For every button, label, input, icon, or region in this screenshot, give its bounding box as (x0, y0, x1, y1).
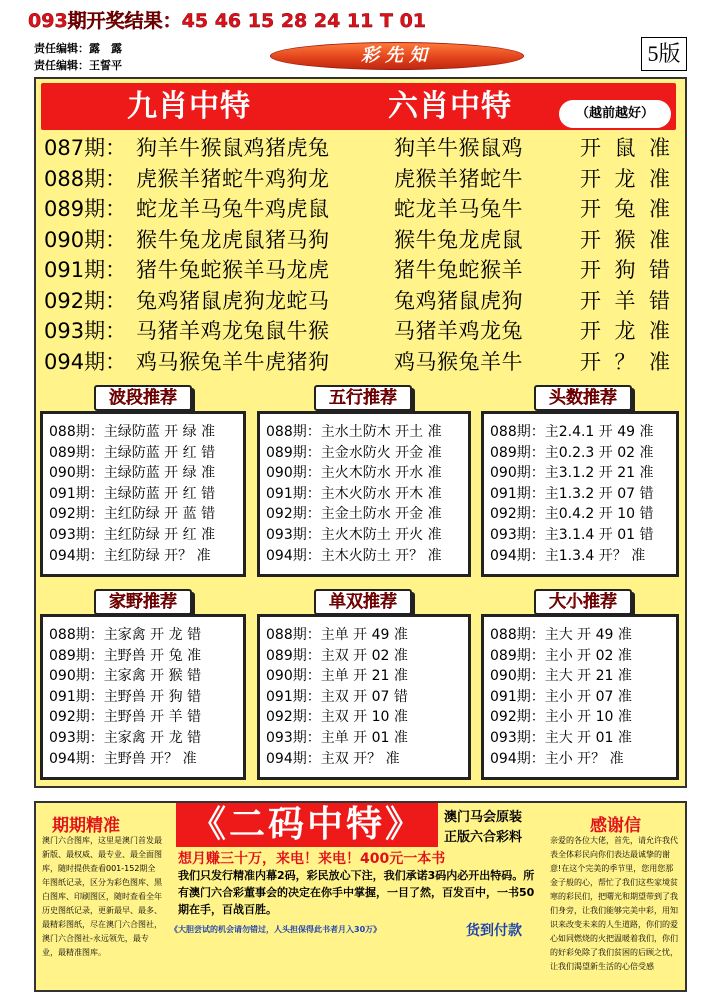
row-nine-zodiac: 兔鸡猪鼠虎狗龙蛇马 (136, 288, 330, 313)
prediction-row (44, 254, 674, 286)
section-line: 088期：主2.4.1 开 49 准 (490, 424, 654, 440)
row-six-zodiac: 蛇龙羊马兔牛 (394, 197, 523, 221)
section-line: 090期：主单 开 21 准 (266, 668, 408, 685)
prediction-row (44, 132, 674, 164)
section-line: 092期：主红防绿 开 蓝 错 (49, 506, 216, 523)
row-nine-zodiac: 猴牛兔龙虎鼠猪马狗 (136, 227, 330, 252)
row-open-label: 开 (580, 227, 601, 252)
footer-main-title: 《二码中特》 (176, 803, 438, 847)
section-line: 094期：主1.3.4 开？ 准 (490, 547, 646, 564)
row-open-zodiac: 羊 (614, 288, 636, 313)
section-title-bo: 波段推荐 (94, 385, 192, 411)
section-title-dx: 大小推荐 (534, 589, 632, 615)
row-period: 090期： (44, 227, 127, 252)
section-line: 093期：主火木防土 开火 准 (266, 527, 442, 543)
section-line: 091期：主木火防水 开木 准 (266, 485, 442, 502)
editor-line-2: 责任编辑：王誓平 (34, 59, 122, 72)
row-result (580, 315, 670, 347)
prediction-row (44, 193, 674, 225)
section-line: 091期：主野兽 开 狗 错 (49, 688, 202, 705)
row-period: 094期： (44, 349, 127, 374)
section-title-jy: 家野推荐 (94, 589, 192, 615)
section-line: 089期：主金水防火 开金 准 (266, 444, 442, 461)
section-line: 092期：主0.4.2 开 10 错 (490, 506, 654, 523)
row-period: 089期： (44, 197, 127, 221)
row-nine-zodiac: 鸡马猴兔羊牛虎猪狗 (136, 349, 330, 374)
section-line: 091期：主小 开 07 准 (490, 688, 632, 705)
row-open-label: 开 (580, 319, 601, 343)
row-nine-zodiac: 蛇龙羊马兔牛鸡虎鼠 (136, 197, 330, 221)
row-verdict: 准 (649, 166, 670, 191)
section-line: 093期：主大 开 01 准 (490, 730, 632, 746)
row-six-zodiac: 虎猴羊猪蛇牛 (394, 166, 523, 191)
section-line: 092期：主小 开 10 准 (490, 709, 632, 726)
section-line: 090期：主3.1.2 开 21 准 (490, 465, 654, 482)
row-result (580, 163, 670, 195)
footer-cod: 货到付款 (466, 923, 522, 939)
section-line: 093期：主3.1.4 开 01 错 (490, 527, 654, 543)
prediction-row (44, 163, 674, 195)
section-line: 089期：主双 开 02 准 (266, 647, 408, 664)
prediction-row (44, 285, 674, 317)
brand-logo-text: 彩先知 (361, 45, 433, 66)
section-line: 088期：主单 开 49 准 (266, 627, 408, 643)
section-line: 088期：主水土防木 开土 准 (266, 424, 442, 440)
row-period: 091期： (44, 258, 127, 282)
row-verdict: 准 (649, 136, 670, 160)
row-nine-zodiac: 虎猴羊猪蛇牛鸡狗龙 (136, 166, 330, 191)
section-line: 090期：主大 开 21 准 (490, 668, 632, 685)
footer-body: 我们只发行精准内幕2码，彩民放心下注，我们承诺3码内必开出特码。所有澳门六合彩董事会的决定在你手中掌握，一目了然，百发百中，一书50期在手，百战百胜。 (178, 869, 535, 916)
footer-left-title: 期期精准 (52, 816, 120, 836)
row-verdict: 准 (649, 319, 670, 343)
footer-sub-1: 澳门马会原装 (444, 810, 523, 825)
section-line: 093期：主单 开 01 准 (266, 730, 408, 746)
row-open-label: 开 (580, 349, 601, 374)
section-line: 094期：主双 开？ 准 (266, 750, 400, 767)
row-verdict: 准 (649, 227, 670, 252)
section-line: 089期：主野兽 开 兔 准 (49, 647, 202, 664)
section-line: 088期：主绿防蓝 开 绿 准 (49, 424, 216, 440)
section-line: 094期：主红防绿 开？ 准 (49, 547, 211, 564)
section-line: 090期：主绿防蓝 开 绿 准 (49, 465, 216, 482)
row-result (580, 285, 670, 317)
row-open-label: 开 (580, 136, 601, 160)
section-line: 089期：主绿防蓝 开 红 错 (49, 444, 216, 461)
box-ds (257, 614, 471, 780)
footer-slogan: 想月赚三十万，来电！来电！400元一本书 (178, 851, 446, 867)
section-line: 089期：主小 开 02 准 (490, 647, 632, 664)
prediction-row (44, 346, 674, 378)
row-result (580, 132, 670, 164)
prediction-row (44, 315, 674, 347)
row-verdict: 准 (649, 349, 670, 374)
section-line: 094期：主野兽 开？ 准 (49, 750, 197, 767)
box-dx (481, 614, 679, 780)
row-period: 088期： (44, 166, 127, 191)
row-result (580, 224, 670, 256)
section-line: 094期：主小 开？ 准 (490, 750, 624, 767)
row-six-zodiac: 猴牛兔龙虎鼠 (394, 227, 523, 252)
row-verdict: 准 (649, 197, 670, 221)
section-line: 089期：主0.2.3 开 02 准 (490, 444, 654, 461)
box-bo (40, 411, 246, 577)
section-line: 092期：主双 开 10 准 (266, 709, 408, 726)
row-nine-zodiac: 猪牛兔蛇猴羊马龙虎 (136, 258, 330, 282)
footer-right-text: 亲爱的各位大佬，首先，请允许我代表全体彩民向你们表达最诚挚的谢意!在这个完美的季节里，您用您那金子般的心，帮忙了我们这些家境贫寒的彩民们，把曙光和期望带到了我们身旁，让我们能够完美中彩，用知识来改变未来的人生道路，你们的爱心如同燃烧的火把温暖着我们，你们的好彩免除了我们贫困的后顾之忧，让我们渴望新生活的心倍受感 (550, 836, 678, 971)
row-open-zodiac: 猴 (614, 227, 636, 252)
row-open-label: 开 (580, 197, 601, 221)
row-six-zodiac: 鸡马猴兔羊牛 (394, 349, 523, 374)
draw-result-headline: 093期开奖结果：45 46 15 28 24 11 T 01 (28, 10, 427, 32)
row-open-label: 开 (580, 288, 601, 313)
row-period: 087期： (44, 136, 127, 160)
edition-badge: 5版 (641, 37, 687, 71)
section-line: 090期：主家禽 开 猴 错 (49, 668, 202, 685)
row-verdict: 错 (649, 288, 670, 313)
box-ts (481, 411, 679, 577)
footer-right-title: 感谢信 (590, 816, 641, 836)
section-line: 091期：主绿防蓝 开 红 错 (49, 485, 216, 502)
row-six-zodiac: 狗羊牛猴鼠鸡 (394, 136, 523, 160)
row-period: 093期： (44, 319, 127, 343)
row-result (580, 254, 670, 286)
row-open-zodiac: 鼠 (614, 136, 636, 160)
section-line: 091期：主双 开 07 错 (266, 688, 408, 705)
section-line: 094期：主木火防土 开？ 准 (266, 547, 442, 564)
section-line: 093期：主红防绿 开 红 准 (49, 527, 216, 543)
row-six-zodiac: 猪牛兔蛇猴羊 (394, 258, 523, 282)
brand-logo (270, 42, 524, 70)
row-open-zodiac: 狗 (614, 258, 636, 282)
section-title-ts: 头数推荐 (534, 385, 632, 411)
section-line: 088期：主家禽 开 龙 错 (49, 627, 202, 643)
banner-note: （越前越好） (559, 100, 671, 128)
row-open-label: 开 (580, 258, 601, 282)
box-jy (40, 614, 246, 780)
row-open-label: 开 (580, 166, 601, 191)
row-nine-zodiac: 马猪羊鸡龙兔鼠牛猴 (136, 319, 330, 343)
box-wx (257, 411, 471, 577)
section-line: 088期：主大 开 49 准 (490, 627, 632, 643)
prediction-row (44, 224, 674, 256)
row-open-zodiac: 龙 (614, 319, 636, 343)
section-line: 091期：主1.3.2 开 07 错 (490, 485, 654, 502)
section-line: 092期：主野兽 开 羊 错 (49, 709, 202, 726)
row-verdict: 错 (649, 258, 670, 282)
six-zodiac-title: 六肖中特 (388, 89, 512, 124)
footer-sub-2: 正版六合彩料 (444, 830, 523, 845)
row-result (580, 193, 670, 225)
footer-bottom-note: 《大胆尝试的机会请勿错过，人头担保得此书者月入30万》 (170, 925, 382, 934)
footer-left-text: 澳门六合图库，这里是澳门首发最新版、最权威、最专业、最全面图库，随时提供查看001-152期全年图纸记录，区分为彩色图库、黑白图库、印刷图区，随时查看全年历史图纸记录，更新最早、最多、最精彩图纸，尽在澳门六合图社，澳门六合图社-永远领先，最专业，最精准图库。 (42, 836, 162, 957)
row-six-zodiac: 马猪羊鸡龙兔 (394, 319, 523, 343)
nine-zodiac-title: 九肖中特 (127, 89, 251, 124)
section-line: 093期：主家禽 开 龙 错 (49, 730, 202, 746)
editor-line-1: 责任编辑：露 露 (34, 42, 122, 55)
row-open-zodiac: 兔 (614, 197, 636, 221)
section-title-wx: 五行推荐 (314, 385, 412, 411)
row-open-zodiac: ？ (614, 349, 636, 374)
row-nine-zodiac: 狗羊牛猴鼠鸡猪虎兔 (136, 136, 330, 160)
section-line: 092期：主金土防水 开金 准 (266, 506, 442, 523)
section-line: 090期：主火木防水 开水 准 (266, 465, 442, 482)
row-open-zodiac: 龙 (614, 166, 636, 191)
row-six-zodiac: 兔鸡猪鼠虎狗 (394, 288, 523, 313)
row-period: 092期： (44, 288, 127, 313)
row-result (580, 346, 670, 378)
section-title-ds: 单双推荐 (314, 589, 412, 615)
